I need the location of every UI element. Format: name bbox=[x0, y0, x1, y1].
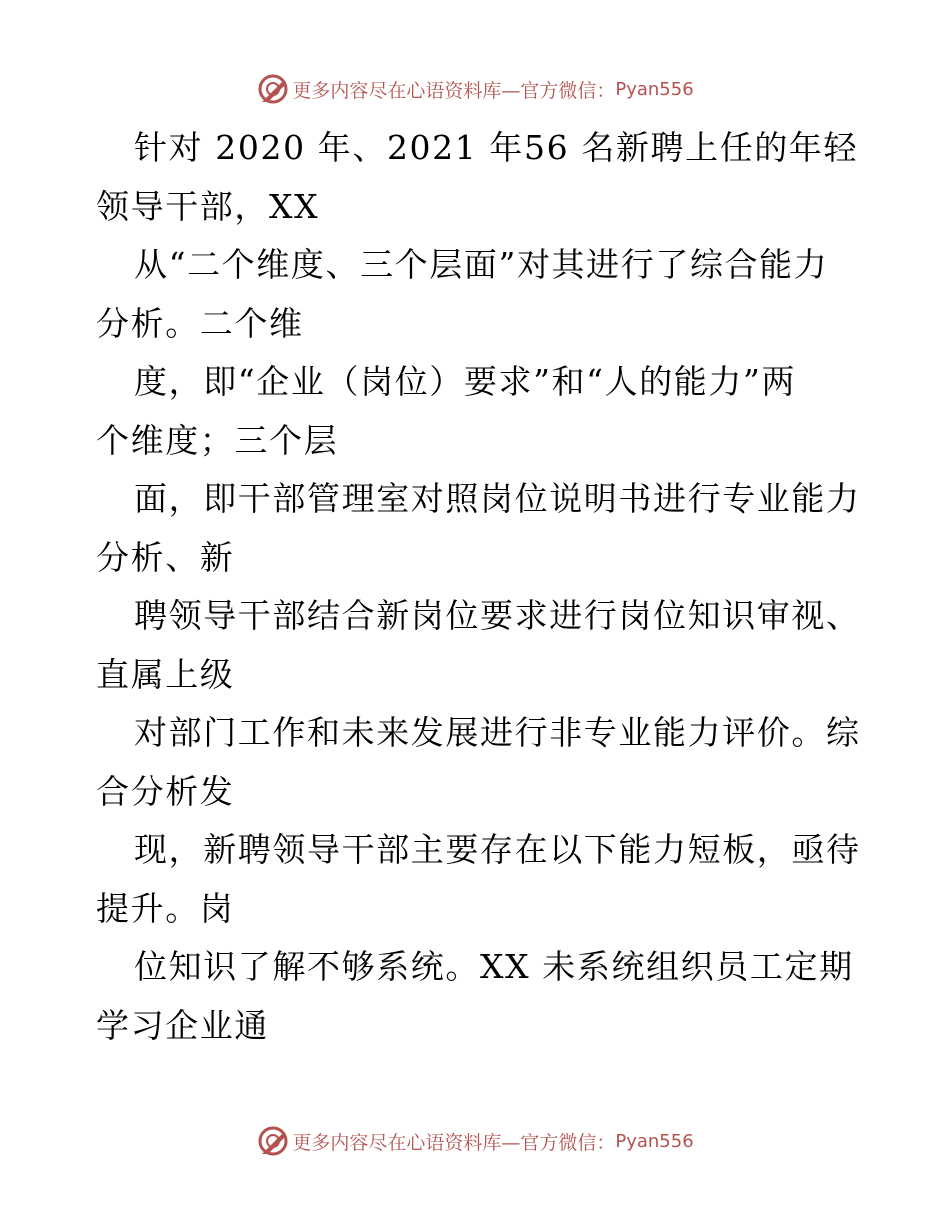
body-line: 领导干部，XX bbox=[96, 186, 320, 226]
body-line: 对部门工作和未来发展进行非专业能力评价。综 bbox=[134, 713, 861, 752]
body-line: 面，即干部管理室对照岗位说明书进行专业能力 bbox=[134, 479, 861, 518]
watermark-text: 更多内容尽在心语资料库—官方微信： bbox=[292, 1131, 616, 1154]
body-line: 现，新聘领导干部主要存在以下能力短板，亟待 bbox=[134, 830, 861, 869]
body-line: 合分析发 bbox=[96, 771, 235, 811]
watermark-wechat-id: Pyan556 bbox=[615, 78, 694, 100]
pen-logo-icon bbox=[256, 72, 290, 106]
body-line: 聘领导干部结合新岗位要求进行岗位知识审视、 bbox=[134, 596, 861, 635]
body-line: 直属上级 bbox=[96, 654, 235, 694]
watermark-text: 更多内容尽在心语资料库—官方微信： bbox=[292, 79, 616, 102]
body-line: 度，即“企业（岗位）要求”和“人的能力”两 bbox=[134, 362, 797, 401]
document-body bbox=[96, 119, 866, 1055]
pen-logo-icon bbox=[256, 1124, 290, 1158]
body-line: 分析、新 bbox=[96, 537, 235, 577]
body-line: 提升。岗 bbox=[96, 888, 235, 928]
body-line: 个维度；三个层 bbox=[96, 420, 339, 460]
body-line: 学习企业通 bbox=[96, 1005, 269, 1045]
watermark-wechat-id: Pyan556 bbox=[615, 1130, 694, 1152]
footer-watermark bbox=[0, 1124, 950, 1158]
body-line: 分析。二个维 bbox=[96, 303, 304, 343]
body-line: 位知识了解不够系统。XX 未系统组织员工定期 bbox=[134, 947, 854, 986]
body-line: 针对 2020 年、2021 年56 名新聘上任的年轻 bbox=[134, 128, 859, 167]
header-watermark bbox=[0, 72, 950, 106]
body-line: 从“二个维度、三个层面”对其进行了综合能力 bbox=[134, 245, 829, 284]
